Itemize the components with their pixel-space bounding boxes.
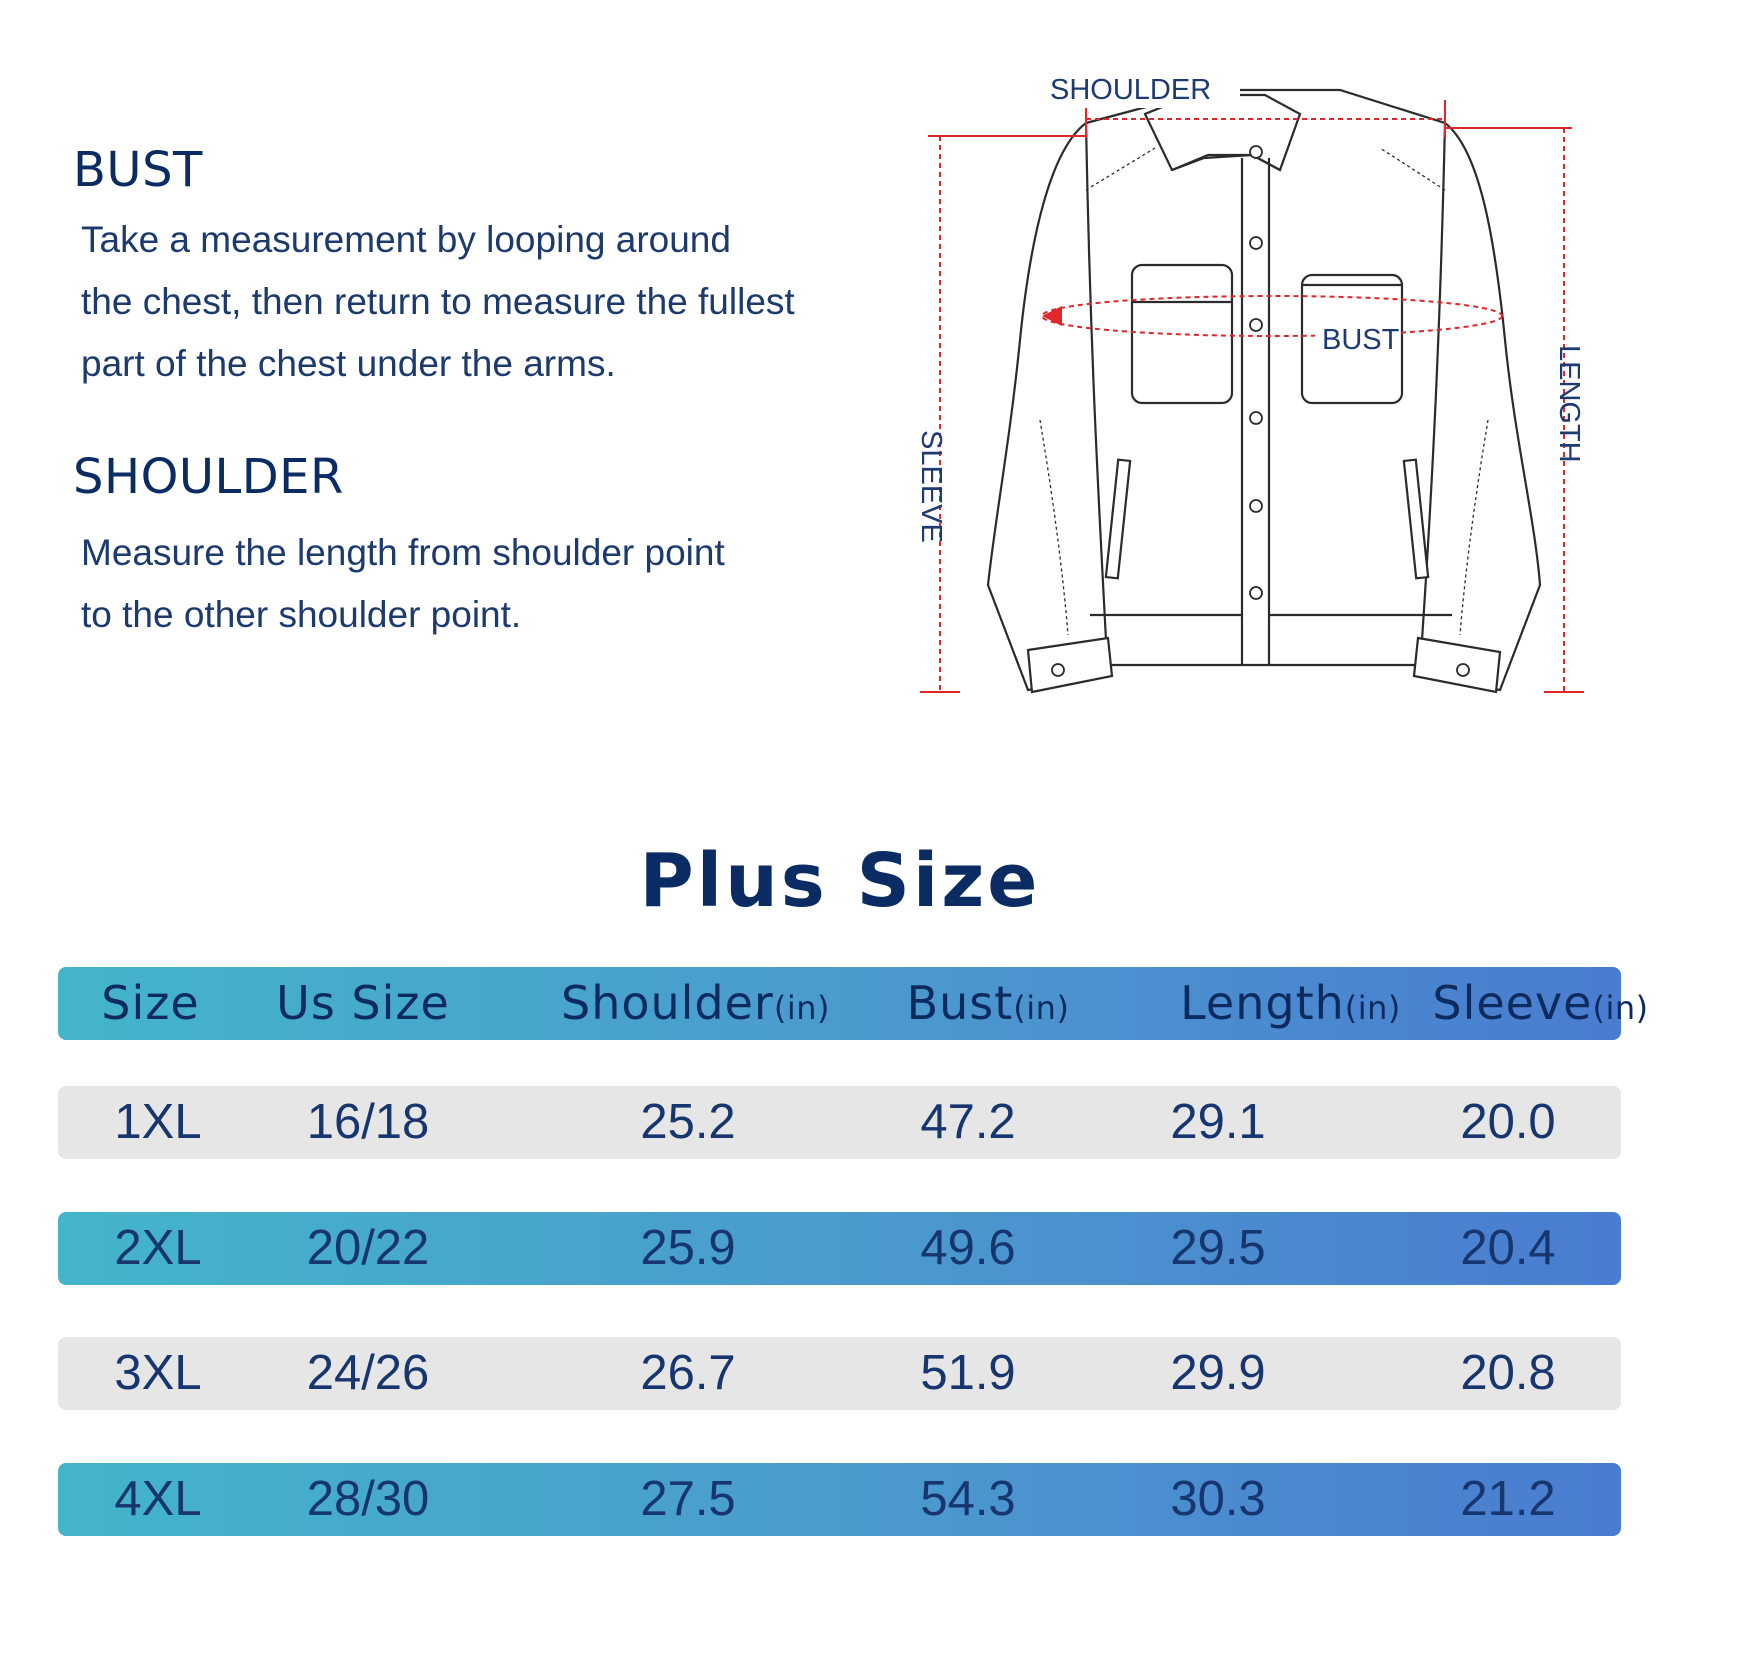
- cell-length: 29.1: [1170, 1095, 1266, 1149]
- cell-length: 30.3: [1170, 1472, 1266, 1526]
- unit-label: (in): [1344, 989, 1401, 1027]
- table-row: [58, 1463, 1621, 1536]
- cell-us-size: 16/18: [306, 1095, 430, 1149]
- unit-label: (in): [1592, 989, 1649, 1027]
- cell-sleeve: 20.4: [1460, 1221, 1556, 1275]
- sleeve-label: SLEEVE: [915, 430, 947, 543]
- jacket-outline: [988, 90, 1540, 692]
- cell-size: 4XL: [114, 1472, 202, 1526]
- header-shoulder: Shoulder(in): [561, 976, 830, 1030]
- cell-bust: 47.2: [920, 1095, 1016, 1149]
- cell-shoulder: 25.9: [640, 1221, 736, 1275]
- cell-size: 2XL: [114, 1221, 202, 1275]
- shoulder-description: [81, 522, 881, 646]
- button: [1250, 319, 1262, 331]
- table-row: [58, 1337, 1621, 1410]
- header-bust: Bust(in): [906, 976, 1070, 1030]
- header-size: Size: [101, 976, 200, 1030]
- cell-shoulder: 26.7: [640, 1346, 736, 1400]
- header-length: Length(in): [1180, 976, 1401, 1030]
- cell-length: 29.9: [1170, 1346, 1266, 1400]
- shoulder-label: SHOULDER: [1050, 74, 1212, 106]
- cell-size: 3XL: [114, 1346, 202, 1400]
- cell-sleeve: 21.2: [1460, 1472, 1556, 1526]
- cell-bust: 51.9: [920, 1346, 1016, 1400]
- unit-label: (in): [1013, 989, 1070, 1027]
- table-row: [58, 1086, 1621, 1159]
- size-chart-header: [58, 967, 1649, 1040]
- size-chart-title: Plus Size: [639, 838, 1041, 924]
- cell-us-size: 28/30: [306, 1472, 430, 1526]
- bust-description-line: the chest, then return to measure the fullest: [81, 281, 795, 322]
- shoulder-description-line: Measure the length from shoulder point: [81, 532, 725, 573]
- bust-description: [81, 209, 881, 395]
- left-chest-pocket: [1132, 265, 1232, 403]
- unit-label: (in): [773, 989, 830, 1027]
- shoulder-description-line: to the other shoulder point.: [81, 594, 522, 635]
- cell-sleeve: 20.8: [1460, 1346, 1556, 1400]
- button: [1250, 500, 1262, 512]
- button: [1250, 237, 1262, 249]
- button: [1052, 664, 1064, 676]
- cell-bust: 54.3: [920, 1472, 1016, 1526]
- cell-shoulder: 27.5: [640, 1472, 736, 1526]
- cell-size: 1XL: [114, 1095, 202, 1149]
- cell-us-size: 24/26: [306, 1346, 430, 1400]
- bust-heading: BUST: [73, 142, 203, 198]
- cell-us-size: 20/22: [306, 1221, 430, 1275]
- jacket-measurement-diagram: [915, 40, 1600, 700]
- shoulder-heading: SHOULDER: [73, 449, 344, 505]
- bust-description-line: Take a measurement by looping around: [81, 219, 731, 260]
- length-label: LENGTH: [1553, 345, 1585, 463]
- cell-shoulder: 25.2: [640, 1095, 736, 1149]
- header-sleeve: Sleeve(in): [1432, 976, 1649, 1030]
- cell-bust: 49.6: [920, 1221, 1016, 1275]
- bust-description-line: part of the chest under the arms.: [81, 343, 616, 384]
- header-us-size: Us Size: [276, 976, 450, 1030]
- button: [1250, 412, 1262, 424]
- button: [1250, 146, 1262, 158]
- cell-length: 29.5: [1170, 1221, 1266, 1275]
- cell-sleeve: 20.0: [1460, 1095, 1556, 1149]
- button: [1457, 664, 1469, 676]
- button: [1250, 587, 1262, 599]
- table-row: [58, 1212, 1621, 1285]
- bust-label: BUST: [1322, 324, 1400, 356]
